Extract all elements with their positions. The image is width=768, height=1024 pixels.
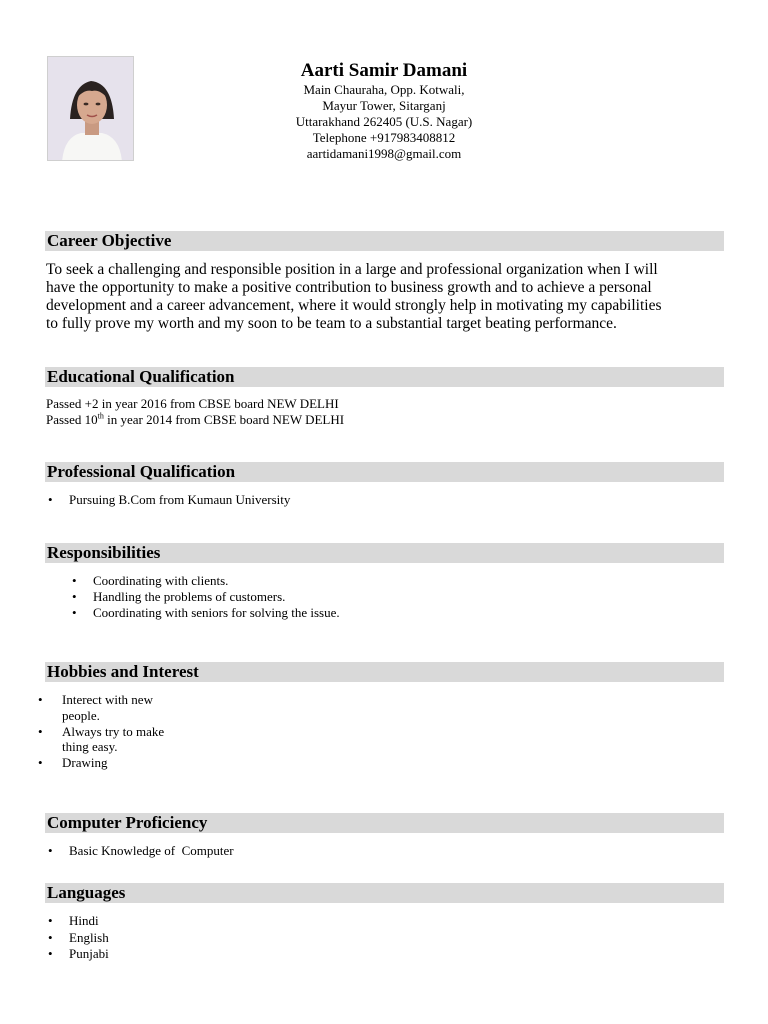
bullet-icon: • xyxy=(48,946,53,961)
list-item-continuation: thing easy. xyxy=(62,739,118,754)
contact-header xyxy=(200,60,568,162)
text-line: to fully prove my worth and my soon to be team to a substantial target beating performance. xyxy=(46,315,617,332)
text-line: have the opportunity to make a positive contribution to business growth and to achieve a personal xyxy=(46,279,652,296)
list-item: Interect with new xyxy=(62,692,153,707)
career-objective-text xyxy=(46,261,726,333)
address-line: Mayur Tower, Sitarganj xyxy=(322,98,446,113)
text-line: To seek a challenging and responsible position in a large and professional organization when I will xyxy=(46,261,658,278)
section-heading-computer: Computer Proficiency xyxy=(45,813,724,833)
candidate-name: Aarti Samir Damani xyxy=(300,60,468,81)
bullet-icon: • xyxy=(48,492,53,507)
section-heading-languages: Languages xyxy=(45,883,724,903)
bullet-icon: • xyxy=(38,692,43,707)
bullet-icon: • xyxy=(72,573,77,588)
education-text xyxy=(46,396,726,428)
bullet-icon: • xyxy=(48,930,53,945)
education-line: Passed 10th in year 2014 from CBSE board NEW DELHI xyxy=(46,411,345,427)
text-line: development and a career advancement, where it would strongly help in motivating my capabilities xyxy=(46,297,662,314)
list-item: English xyxy=(69,930,109,945)
education-line: Passed +2 in year 2016 from CBSE board NEW DELHI xyxy=(46,396,339,411)
list-item-continuation: people. xyxy=(62,708,100,723)
list-item: Drawing xyxy=(62,755,108,770)
bullet-icon: • xyxy=(38,755,43,770)
profile-photo xyxy=(47,56,134,161)
bullet-icon: • xyxy=(72,589,77,604)
section-heading-education: Educational Qualification xyxy=(45,367,724,387)
list-item: Basic Knowledge of Computer xyxy=(69,843,234,858)
list-item: Hindi xyxy=(69,913,99,928)
list-item: Always try to make xyxy=(62,724,165,739)
telephone: Telephone +917983408812 xyxy=(312,130,456,145)
section-heading-responsibilities: Responsibilities xyxy=(45,543,724,563)
address-line: Main Chauraha, Opp. Kotwali, xyxy=(303,82,465,97)
bullet-icon: • xyxy=(48,843,53,858)
list-item: Coordinating with seniors for solving the issue. xyxy=(93,605,340,620)
section-heading-career-objective: Career Objective xyxy=(45,231,724,251)
list-item: Handling the problems of customers. xyxy=(93,589,286,604)
address-line: Uttarakhand 262405 (U.S. Nagar) xyxy=(295,114,473,129)
list-item: Pursuing B.Com from Kumaun University xyxy=(69,492,291,507)
email: aartidamani1998@gmail.com xyxy=(306,146,462,161)
list-item: Coordinating with clients. xyxy=(93,573,229,588)
bullet-icon: • xyxy=(48,913,53,928)
section-heading-professional: Professional Qualification xyxy=(45,462,724,482)
bullet-icon: • xyxy=(38,724,43,739)
section-heading-hobbies: Hobbies and Interest xyxy=(45,662,724,682)
bullet-icon: • xyxy=(72,605,77,620)
list-item: Punjabi xyxy=(69,946,109,961)
